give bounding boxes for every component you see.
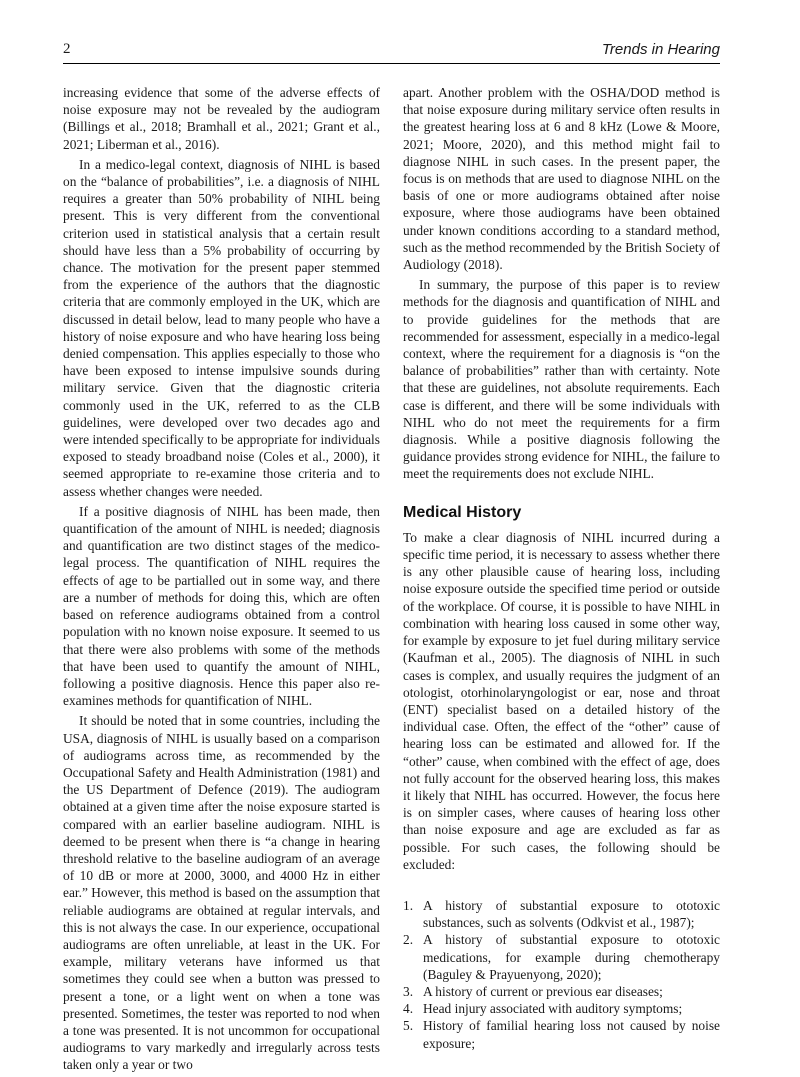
list-item [403,897,720,931]
paragraph: It should be noted that in some countries, including the USA, diagnosis of NIHL is usually based on a comparison of audiograms across time, as recommended by the Occupational Safety and Health Administration (1981) and the US Department of Defence (2019). The audiogram obtained at a given time after the noise exposure started is compared with an earlier baseline audiogram. NIHL is deemed to be present when there is “a change in hearing threshold relative to the baseline audiogram of an average of 10 dB or more at 2000, 3000, and 4000 Hz in either ear.” However, this method is based on the assumption that reliable audiograms are obtained at regular intervals, and this is not always the case. In our experience, occupational audiograms are often unreliable, at least in the UK. For example, military veterans have informed us that sometimes they could see when a button was pressed to present a tone, or a light went on when a tone was presented. Sometimes, the tester was reported to nod when a tone was presented. It is not uncommon for occupational audiograms to vary markedly and irregularly across tests taken only a year or two [63,713,380,1073]
paragraph: apart. Another problem with the OSHA/DOD method is that noise exposure during military service often results in the greatest hearing loss at 6 and 8 kHz (Lowe & Moore, 2021; Moore, 2020), and this method might fail to diagnose NIHL in such cases. In the present paper, the focus is on methods that are used to diagnose NIHL on the basis of one or more audiograms obtained after noise exposure, where those audiograms have been obtained under known conditions according to a standard method, such as the method recommended by the British Society of Audiology (2018). [403,85,720,273]
list-item [403,1000,720,1017]
list-number: 4. [403,1001,414,1017]
exclusion-list [403,897,720,1052]
list-text: History of familial hearing loss not caused by noise exposure; [423,1018,720,1051]
list-text: A history of substantial exposure to ototoxic substances, such as solvents (Odkvist et al., 1987); [423,897,720,931]
section-heading: Medical History [403,503,522,521]
paragraph: To make a clear diagnosis of NIHL incurred during a specific time period, it is necessary to assess whether there is any other plausible cause of hearing loss, including noise exposure outside the specified time period or outside of the workplace. Of course, it is possible to have NIHL in combination with hearing loss caused in some other way, for example by exposure to jet fuel during military service (Kaufman et al., 2005). The diagnosis of NIHL in such cases is complex, and usually requires the judgment of an otologist, otorhinolaryngologist or ear, nose and throat (ENT) specialist based on a detailed history of the individual case. Often, the effect of the “other” cause of hearing loss can be estimated and allowed for. If the “other” cause, when combined with the effect of age, does not fully account for the observed hearing loss, this makes it likely that NIHL has occurred. However, the focus here is on simpler cases, where causes of hearing loss other than noise exposure and age are excluded as far as possible. For such cases, the following should be excluded: [403,529,720,872]
header-rule [63,63,720,64]
left-column [63,84,380,1077]
list-text: A history of substantial exposure to ototoxic medications, for example during chemotherapy (Baguley & Prayuenyong, 2020); [423,932,720,982]
paragraph: In a medico-legal context, diagnosis of NIHL is based on the “balance of probabilities”, i.e. a diagnosis of NIHL requires a greater than 50% probability of NIHL being present. This is very different from the conventional criterion used in statistical analysis that a certain result should have less than a 5% probability of occurring by chance. The motivation for the present paper stemmed from the experience of the authors that the diagnostic criteria that are commonly employed in the UK, which are discussed in detail below, lead to many people who have a history of noise exposure and who have hearing loss being denied compensation. This applies especially to those who have been exposed to intense impulsive sounds during military service. Given that the diagnostic criteria commonly used in the UK, referred to as the CLB guidelines, were developed over two decades ago and were intended specifically to be appropriate for individuals exposed to steady broadband noise (Coles et al., 2000), it seemed appropriate to re-examine those criteria and to assess whether changes were needed. [63,156,380,499]
paragraph: If a positive diagnosis of NIHL has been made, then quantification of the amount of NIHL is needed; diagnosis and quantification are two distinct stages of the medico-legal process. The quantification of NIHL requires the effects of age to be partialled out in some way, and there are a number of methods for doing this, which are often based on reference audiograms obtained from a control population with no known noise exposure. It seemed to us that there were also problems with some of the methods that have been used to quantify the amount of NIHL, following a positive diagnosis. Hence this paper also re-examines methods for quantification of NIHL. [63,503,380,709]
list-text: Head injury associated with auditory symptoms; [423,1001,683,1017]
list-item [403,983,720,1000]
right-column [403,84,720,1052]
page-number: 2 [63,41,71,57]
list-number: 2. [403,932,414,948]
journal-title: Trends in Hearing [601,41,720,58]
list-number: 1. [403,897,414,913]
list-item [403,931,720,983]
paragraph: increasing evidence that some of the adverse effects of noise exposure may not be revealed by the audiogram (Billings et al., 2018; Bramhall et al., 2021; Grant et al., 2021; Liberman et al., 2016). [63,85,380,152]
list-text: A history of current or previous ear diseases; [423,983,663,999]
list-number: 5. [403,1018,414,1034]
list-number: 3. [403,983,414,999]
paragraph: In summary, the purpose of this paper is to review methods for the diagnosis and quantification of NIHL and to provide guidelines for the methods that are recommended for assessment, especially in a medico-legal context, where the requirement for a diagnosis is “on the balance of probabilities” rather than with certainty. Note that these are guidelines, not absolute requirements. Each case is different, and there will be some individuals with NIHL who do not meet the requirements for a firm diagnosis. While a positive diagnosis following the guidance provides strong evidence for NIHL, the failure to meet the requirements does not exclude NIHL. [403,277,720,482]
